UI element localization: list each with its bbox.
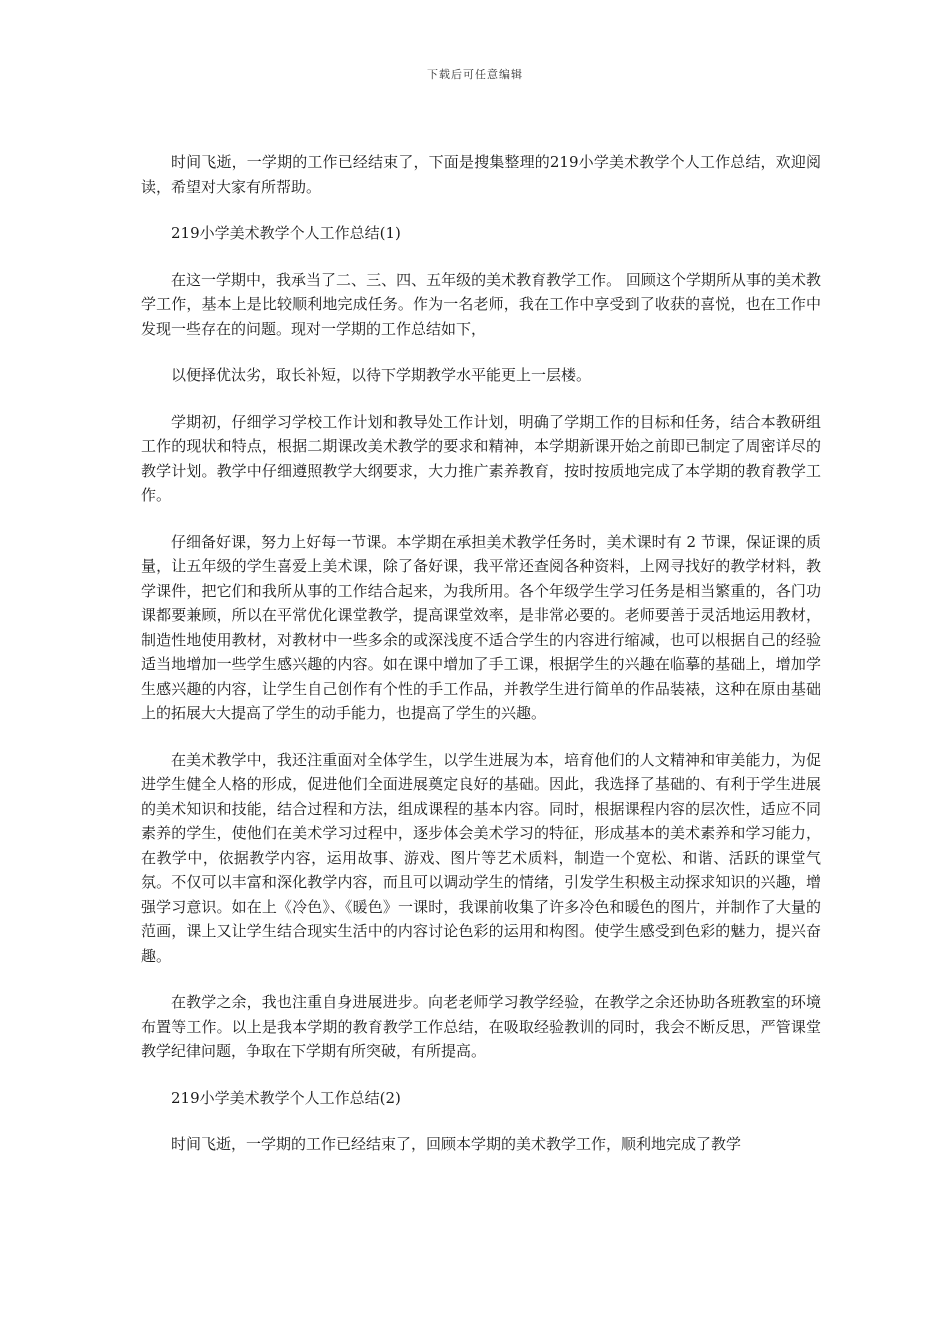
- section-heading-1: 219小学美术教学个人工作总结(1): [171, 224, 401, 242]
- document-body: [141, 150, 821, 1179]
- paragraph: 在教学之余，我也注重自身进展进步。向老老师学习教学经验，在教学之余还协助各班教室的环境布置等工作。以上是我本学期的教育教学工作总结，在吸取经验教训的同时，我会不断反思，严管课堂教学纪律问题，争取在下学期有所突破，有所提高。: [141, 993, 821, 1060]
- paragraph: 在这一学期中，我承当了二、三、四、五年级的美术教育教学工作。 回顾这个学期所从事的美术教学工作，基本上是比较顺利地完成任务。作为一名老师，我在工作中享受到了收获的喜悦，也在工作中发现一些存在的问题。现对一学期的工作总结如下，: [141, 270, 821, 338]
- intro-paragraph: 时间飞逝，一学期的工作已经结束了，下面是搜集整理的219小学美术教学个人工作总结，欢迎阅读，希望对大家有所帮助。: [141, 153, 821, 196]
- section-heading-2: 219小学美术教学个人工作总结(2): [171, 1088, 401, 1107]
- paragraph: 仔细备好课，努力上好每一节课。本学期在承担美术教学任务时，美术课时有 2 节课，保证课的质量，让五年级的学生喜爱上美术课，除了备好课，我平常还查阅各种资料，上网寻找好的教学材料，教学课件，把它们和我所从事的工作结合起来，为我所用。各个年级学生学习任务是相当繁重的，各门功课都要兼顾，所以在平常优化课堂教学，提高课堂效率，是非常必要的。老师要善于灵活地运用教材，制造性地使用教材，对教材中一些多余的或深浅度不适合学生的内容进行缩减，也可以根据自己的经验适当地增加一些学生感兴趣的内容。如在课中增加了手工课，根据学生的兴趣在临摹的基础上，增加学生感兴趣的内容，让学生自己创作有个性的手工作品，并教学生进行简单的作品装裱，这种在原由基础上的拓展大大提高了学生的动手能力，也提高了学生的兴趣。: [141, 532, 821, 722]
- paragraph: 时间飞逝，一学期的工作已经结束了，回顾本学期的美术教学工作，顺利地完成了教学: [171, 1135, 742, 1153]
- paragraph: 以便择优汰劣，取长补短，以待下学期教学水平能更上一层楼。: [171, 366, 592, 384]
- paragraph: 在美术教学中，我还注重面对全体学生，以学生进展为本，培育他们的人文精神和审美能力，为促进学生健全人格的形成，促进他们全面进展奠定良好的基础。因此，我选择了基础的、有利于学生进展的美术知识和技能，结合过程和方法，组成课程的基本内容。同时，根据课程内容的层次性，适应不同素养的学生，使他们在美术学习过程中，逐步体会美术学习的特征，形成基本的美术素养和学习能力，在教学中，依据教学内容，运用故事、游戏、图片等艺术质料，制造一个宽松、和谐、活跃的课堂气氛。不仅可以丰富和深化教学内容，而且可以调动学生的情绪，引发学生积极主动探求知识的兴趣，增强学习意识。如在上《冷色》、《暖色》一课时，我课前收集了许多冷色和暖色的图片，并制作了大量的范画，课上又让学生结合现实生活中的内容讨论色彩的运用和构图。使学生感受到色彩的魅力，提兴奋趣。: [141, 750, 821, 965]
- page-header: 下载后可任意编辑: [427, 68, 523, 81]
- paragraph: 学期初，仔细学习学校工作计划和教导处工作计划，明确了学期工作的目标和任务，结合本教研组工作的现状和特点，根据二期课改美术教学的要求和精神，本学期新课开始之前即已制定了周密详尽的教学计划。教学中仔细遵照教学大纲要求，大力推广素养教育，按时按质地完成了本学期的教育教学工作。: [141, 412, 821, 504]
